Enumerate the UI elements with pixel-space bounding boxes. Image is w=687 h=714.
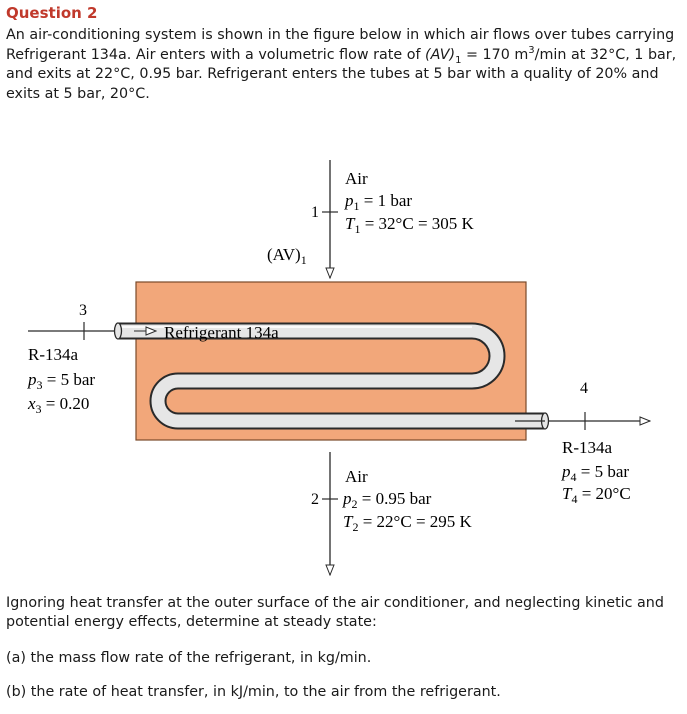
question-part-a: (a) the mass flow rate of the refrigerant, in kg/min. — [6, 650, 372, 666]
question-intro: Ignoring heat transfer at the outer surface of the air conditioner, and neglecting kinetic and potential energy effects, determine at steady state: — [6, 595, 664, 630]
air-outlet-pressure: $p_2 = 0.95$ bar — [343, 489, 432, 511]
state-3-number: 3 — [79, 302, 87, 319]
air-inlet-label: Air — [345, 169, 368, 188]
state-1-number: 1 — [311, 204, 319, 221]
air-outlet-temperature: $T_2 = 22^\circ C = 295$ K — [343, 512, 472, 534]
tube-label: Refrigerant 134a — [164, 323, 279, 342]
tube-inlet-end — [115, 323, 122, 339]
volumetric-flow-label: $(AV)_1$ — [267, 245, 307, 267]
state-2-number: 2 — [311, 491, 319, 508]
refrigerant-inlet-pressure: $p_3 = 5$ bar — [28, 370, 96, 392]
air-conditioner-figure — [0, 150, 687, 580]
state-4-number: 4 — [580, 380, 588, 397]
refrigerant-outlet-temperature: $T_4 = 20^\circ C$ — [562, 484, 631, 506]
air-inlet-pressure: $p_1 = 1$ bar — [345, 191, 413, 213]
question-title: Question 2 — [6, 4, 98, 22]
refrigerant-inlet-label: R-134a — [28, 345, 79, 364]
refrigerant-inlet-quality: $x_3 = 0.20$ — [28, 394, 90, 416]
refrigerant-outlet-label: R-134a — [562, 438, 613, 457]
refrigerant-outlet-pressure: $p_4 = 5$ bar — [562, 462, 630, 484]
problem-statement: An air-conditioning system is shown in the figure below in which air flows over tubes carrying Refrigerant 134a. Air enters with a volumetric flow rate of $(AV)_1 = 170$ $m^3/\min$ at 32°C, 1 bar, and exits at 22°C, 0.95 bar. Refrigerant enters the tubes at 5 bar with a quality of 20% and exits at 5 bar, 20°C. — [6, 27, 677, 102]
air-inlet-temperature: $T_1 = 32^\circ C = 305$ K — [345, 214, 474, 236]
air-outlet-label: Air — [345, 467, 368, 486]
question-part-b: (b) the rate of heat transfer, in kJ/min, to the air from the refrigerant. — [6, 684, 501, 700]
